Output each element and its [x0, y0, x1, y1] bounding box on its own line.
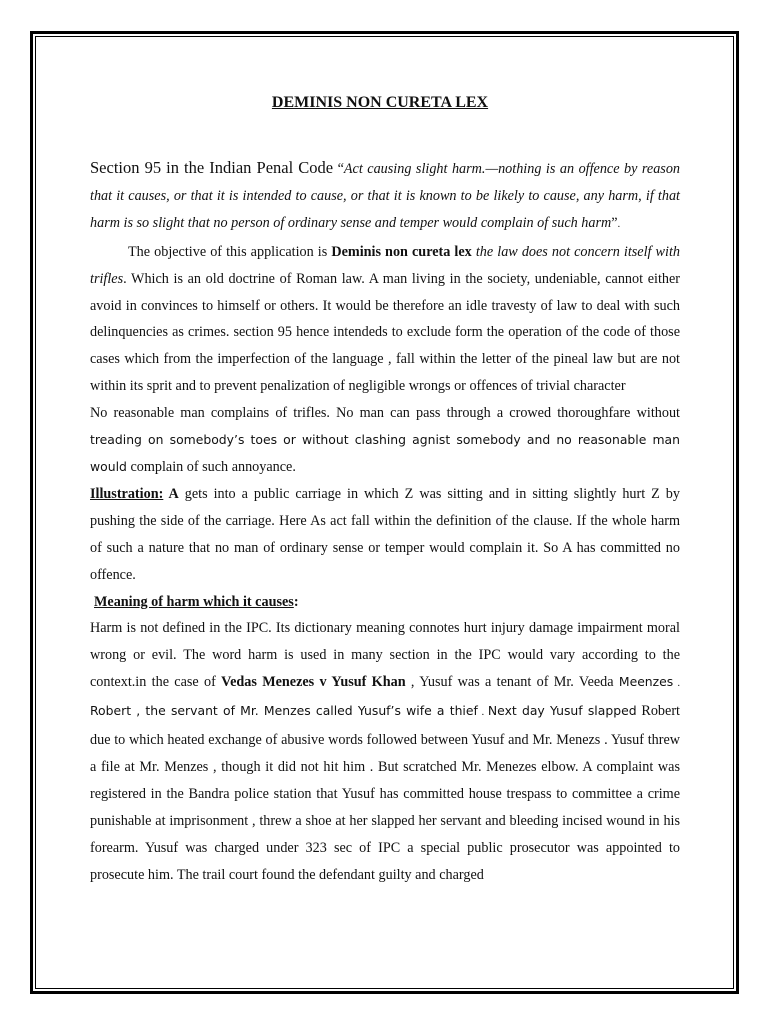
meaning-heading-label: Meaning of harm which it causes: [94, 593, 294, 610]
meaning-heading: [94, 589, 680, 616]
meaning-part-3-small-b: .: [477, 707, 488, 719]
illustration-paragraph: [90, 481, 680, 589]
trailing-dot: .: [617, 218, 621, 230]
document-page: [90, 90, 680, 888]
meaning-part-2: , Yusuf was a tenant of Mr. Veeda: [405, 674, 619, 691]
objective-italic: the law does not concern itself with trifles: [90, 243, 680, 287]
objective-paragraph: [90, 239, 680, 400]
meaning-part-3-small: .: [673, 678, 681, 690]
meaning-heading-colon: :: [293, 593, 299, 610]
reasonable-man-paragraph: [90, 400, 680, 481]
reasonable-line-1: No reasonable man complains of trifles. No man can pass through a crowed thoroughfare without: [90, 405, 680, 422]
reasonable-line-3: complain of such annoyance.: [126, 458, 296, 475]
reasonable-line-2: treading on somebody’s toes or without clashing agnist somebody and no reasonable man would: [90, 432, 680, 474]
meaning-part-3b: Robert , the servant of Mr. Menzes called Yusuf’s wife a thief: [90, 703, 478, 719]
close-quote: ”: [611, 214, 618, 231]
section-quote: Act causing slight harm.—nothing is an offence by reason that it causes, or that it is intended to cause, or that it is known to be likely to cause, any harm, if that harm is so slight that no person of ordinary sense and temper would complain of such harm: [90, 161, 681, 231]
illustration-letter: A: [163, 485, 179, 502]
document-title: DEMINIS NON CURETA LEX: [271, 94, 489, 111]
meaning-paragraph: [90, 615, 680, 888]
open-quote: “: [337, 161, 344, 177]
meaning-part-3a: Meenzes: [618, 674, 674, 690]
section-intro-paragraph: [90, 155, 680, 239]
illustration-label: Illustration:: [90, 485, 164, 502]
section-label: Section 95 in the Indian Penal Code: [90, 158, 334, 177]
objective-rest: . Which is an old doctrine of Roman law. A man living in the society, undeniable, cannot either avoid in convinces to himself or others. It would be therefore an idle travesty of law to deal with such delinquencies as crimes. section 95 hence intendeds to exclude form the operation of the code of those cases which from the imperfection of the language , fall within the letter of the pineal law but are not within its sprit and to prevent penalization of negligible wrongs or offences of trivial character: [90, 270, 680, 395]
objective-term: Deminis non cureta lex: [331, 243, 472, 260]
illustration-text: gets into a public carriage in which Z was sitting and in sitting slightly hurt Z by pushing the side of the carriage. Here As act fall within the definition of the clause. If the whole harm of such a nature that no man of ordinary sense or temper would complain it. So A has committed no offence.: [90, 485, 680, 583]
meaning-part-3c: Next day Yusuf slapped: [487, 703, 637, 719]
meaning-part-1: Harm is not defined in the IPC. Its dictionary meaning connotes hurt injury damage impairment moral wrong or evil. The word harm is used in many section in the IPC would vary according to the context.in the case of: [90, 620, 680, 691]
case-name: Vedas Menezes v Yusuf Khan: [221, 674, 406, 691]
objective-lead: The objective of this application is: [128, 243, 332, 260]
meaning-part-4: Robert due to which heated exchange of abusive words followed between Yusuf and Mr. Menezs . Yusuf threw a file at Mr. Menzes , though it did not hit him . But scratched Mr. Menezes elbow. A complaint was registered in the Bandra police station that Yusuf has committed house trespass to committee a crime punishable at imprisonment , threw a shoe at her slapped her servant and bleeding incised wound in his forearm. Yusuf was charged under 323 sec of IPC a special public prosecutor was appointed to prosecute him. The trail court found the defendant guilty and charged: [90, 703, 680, 883]
